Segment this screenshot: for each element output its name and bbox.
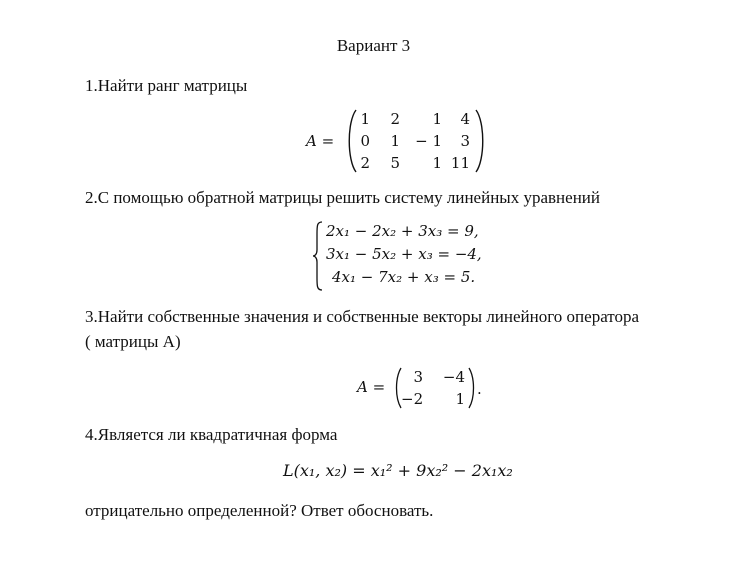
task1-matrix-equation [306,108,496,174]
task2-system [312,220,512,292]
task3-text-line1: 3.Найти собственные значения и собственные векторы линейного оператора [85,307,640,326]
matrix-cell: 1 [455,390,465,408]
matrix-cell: 1 [432,154,442,172]
matrix-cell: − 1 [415,132,442,150]
equation-2: 3x₁ − 5x₂ + x₃ = −4, [326,245,482,263]
matrix-cell: 1 [432,110,442,128]
matrix-cell: −2 [401,390,424,408]
matrix-cell: −4 [442,368,465,386]
task3-matrix-equation [357,366,497,410]
matrix-cell: 1 [360,110,370,128]
matrix-cell: 3 [413,368,423,386]
task4-text: 4.Является ли квадратичная форма [85,425,338,444]
right-paren-icon [474,108,488,174]
left-brace-icon [312,220,324,292]
task4-formula: L(x₁, x₂) = x₁² + 9x₂² − 2x₁x₂ [283,461,513,480]
equation-1: 2x₁ − 2x₂ + 3x₃ = 9, [326,222,479,240]
equation-3: 4x₁ − 7x₂ + x₃ = 5. [332,268,476,286]
task2-text: 2.С помощью обратной матрицы решить систему линейных уравнений [85,188,600,207]
matrix-cell: 0 [360,132,370,150]
matrix-cell: 2 [360,154,370,172]
matrix-cell: 3 [460,132,470,150]
task3-trailing: . [477,380,482,398]
page-title: Вариант 3 [336,36,411,55]
task3-text-line2: ( матрицы А) [85,332,181,351]
matrix-cell: 2 [390,110,400,128]
matrix-cell: 1 [390,132,400,150]
matrix-cell: 4 [460,110,470,128]
task1-text: 1.Найти ранг матрицы [85,76,248,95]
task1-lhs: A = [306,132,335,150]
matrix-cell: 11 [450,154,470,172]
right-paren-icon [467,366,477,410]
matrix-cell: 5 [390,154,400,172]
task3-lhs: A = [357,378,386,396]
task4-conclusion: отрицательно определенной? Ответ обосновать. [85,501,434,520]
